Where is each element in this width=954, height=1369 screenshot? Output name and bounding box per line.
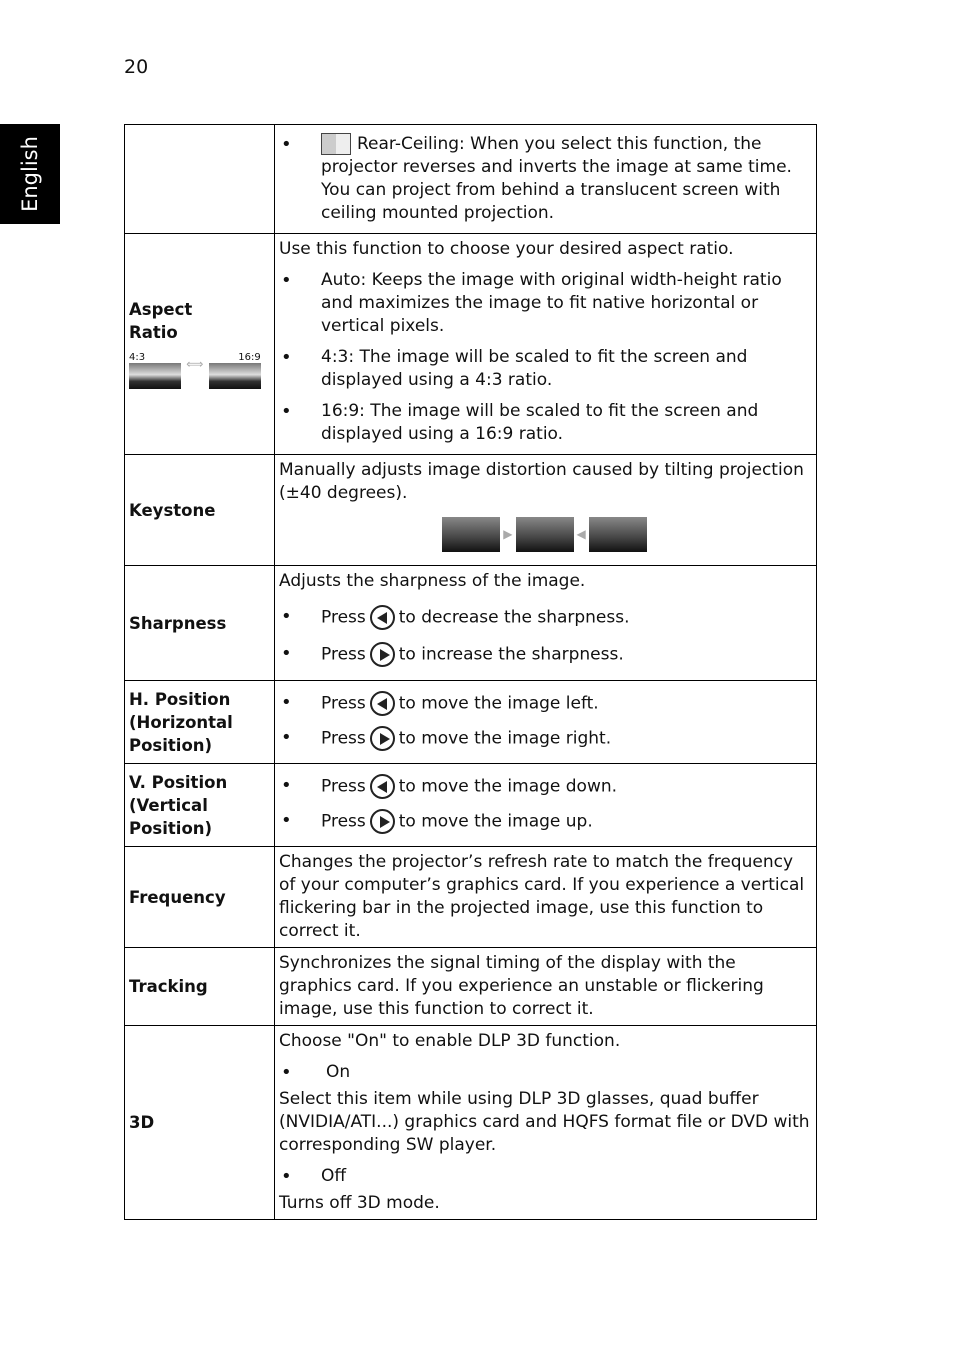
keystone-text: Manually adjusts image distortion caused by tilting projection (±40 degrees). [279,460,804,503]
right-arrow-icon [370,726,395,751]
3d-on-text: Select this item while using DLP 3D glasses, quad buffer (NVIDIA/ATI...) graphics card and HQFS format file or DVD with corresponding SW player. [279,1089,810,1155]
row-keystone [125,455,817,566]
label-v-position: V. Position (Vertical Position) [125,764,275,847]
row-sharpness [125,566,817,681]
keystone-image-2 [516,517,574,552]
3d-off-text: Turns off 3D mode. [279,1193,440,1213]
aspect-bullet-auto: • Auto: Keeps the image with original width-height ratio and maximizes the image to fit native horizontal or vertical pixels. [279,269,810,338]
row-aspect-ratio [125,234,817,455]
v-position-bullet-2: • Press to move the image up. [279,809,810,834]
left-arrow-icon [370,691,395,716]
aspect-intro: Use this function to choose your desired aspect ratio. [279,239,734,259]
bullet-rear-ceiling [279,133,810,225]
row-frequency [125,847,817,948]
label-3d: 3D [125,1026,275,1220]
language-tab [0,124,60,224]
left-arrow-icon [370,605,395,630]
v-position-bullet-1: • Press to move the image down. [279,774,810,799]
keystone-images: ▶ ◀ [279,517,810,552]
row-tracking [125,948,817,1026]
desc-3d [275,1026,817,1220]
label-aspect-ratio [125,234,275,455]
aspect-label-1: Aspect [129,300,193,319]
row-rear-ceiling [125,125,817,234]
settings-table [124,124,817,1220]
keystone-image-1 [442,517,500,552]
label-frequency: Frequency [125,847,275,948]
right-arrow-icon [370,809,395,834]
swap-arrows-icon: ⟺ [186,357,204,371]
aspect-bullet-16-9: • 16:9: The image will be scaled to fit the screen and displayed using a 16:9 ratio. [279,400,810,446]
desc-v-position [275,764,817,847]
desc-frequency: Changes the projector’s refresh rate to match the frequency of your computer’s graphics card. If you experience a vertical flickering bar in the projected image, use this function to correct it. [275,847,817,948]
label-empty [125,125,275,234]
3d-bullet-off: • Off [279,1165,810,1188]
sharpness-intro: Adjusts the sharpness of the image. [279,571,586,591]
desc-h-position [275,681,817,764]
aspect-bullet-4-3: • 4:3: The image will be scaled to fit the screen and displayed using a 4:3 ratio. [279,346,810,392]
left-arrow-icon [370,774,395,799]
rear-ceiling-text: Rear-Ceiling: When you select this function, the projector reverses and inverts the image at same time. You can project from behind a translucent screen with ceiling mounted projection. [321,134,792,223]
3d-intro: Choose "On" to enable DLP 3D function. [279,1031,621,1051]
language-tab-label: English [18,136,42,212]
aspect-16-9-thumbnail: 16:9 [209,352,261,390]
label-keystone: Keystone [125,455,275,566]
aspect-label-2: Ratio [129,323,178,342]
desc-tracking: Synchronizes the signal timing of the display with the graphics card. If you experience an unstable or flickering image, use this function to correct it. [275,948,817,1026]
desc-sharpness [275,566,817,681]
row-h-position [125,681,817,764]
label-sharpness: Sharpness [125,566,275,681]
sharpness-bullet-2: • Press to increase the sharpness. [279,642,810,667]
desc-aspect-ratio [275,234,817,455]
h-position-bullet-1: • Press to move the image left. [279,691,810,716]
keystone-image-3 [589,517,647,552]
rear-ceiling-icon [321,133,351,155]
label-tracking: Tracking [125,948,275,1026]
sharpness-bullet-1: • Press to decrease the sharpness. [279,605,810,630]
label-h-position: H. Position (Horizontal Position) [125,681,275,764]
row-3d [125,1026,817,1220]
right-arrow-icon [370,642,395,667]
3d-bullet-on: • On [279,1061,810,1084]
h-position-bullet-2: • Press to move the image right. [279,726,810,751]
aspect-4-3-thumbnail: 4:3 [129,352,181,390]
desc-rear-ceiling [275,125,817,234]
page-number: 20 [124,56,149,78]
desc-keystone [275,455,817,566]
row-v-position [125,764,817,847]
